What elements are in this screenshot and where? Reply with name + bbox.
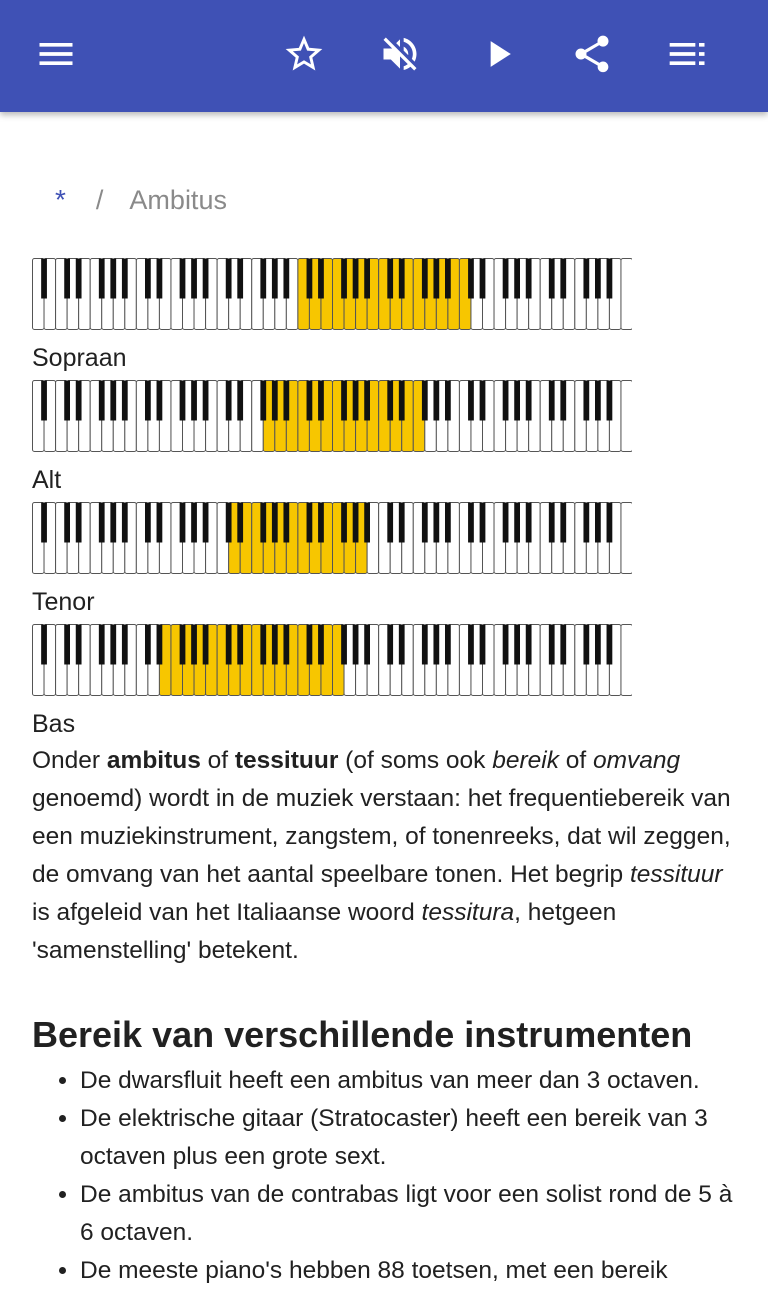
- piano-black-key: [422, 259, 428, 299]
- piano-black-key: [180, 381, 186, 421]
- piano-black-key: [237, 381, 243, 421]
- piano-black-key: [64, 625, 70, 665]
- piano-black-key: [526, 625, 532, 665]
- piano-black-key: [387, 503, 393, 543]
- piano-svg: [32, 258, 632, 330]
- piano-black-key: [341, 259, 347, 299]
- piano-black-key: [468, 503, 474, 543]
- menu-icon: [34, 32, 78, 81]
- keyboard-label-alt: Alt: [32, 466, 62, 494]
- piano-black-key: [607, 259, 613, 299]
- piano-black-key: [318, 259, 324, 299]
- piano-black-key: [445, 625, 451, 665]
- piano-black-key: [399, 259, 405, 299]
- piano-black-key: [433, 381, 439, 421]
- term-omvang: omvang: [593, 747, 681, 774]
- piano-black-key: [399, 381, 405, 421]
- piano-black-key: [237, 625, 243, 665]
- piano-black-key: [237, 503, 243, 543]
- breadcrumb-home-link[interactable]: *: [55, 184, 66, 215]
- piano-black-key: [503, 259, 509, 299]
- menu-button[interactable]: [28, 28, 84, 84]
- piano-black-key: [307, 381, 313, 421]
- word-tessituur: tessituur: [629, 861, 723, 888]
- intro-paragraph: Onder ambitus of tessituur (of soms ook bereik of omvang genoemd) wordt in de muziek verstaan: het frequentiebereik van een muziekinstrument, zangstem, of tonenreeks, dat wil zeggen, de omvang van het aantal speelbare tonen. Het begrip tessituur is afgeleid van het Italiaanse woord tessitura, hetgeen 'samenstelling' betekent.: [32, 747, 731, 964]
- volume-off-icon: [378, 32, 422, 81]
- piano-black-key: [180, 625, 186, 665]
- piano-black-key: [260, 259, 266, 299]
- piano-black-key: [283, 259, 289, 299]
- piano-white-key: [621, 259, 632, 330]
- piano-black-key: [180, 503, 186, 543]
- article-body: [32, 742, 742, 970]
- piano-black-key: [157, 259, 163, 299]
- piano-black-key: [122, 381, 128, 421]
- piano-black-key: [595, 381, 601, 421]
- piano-black-key: [226, 625, 232, 665]
- piano-black-key: [399, 625, 405, 665]
- piano-black-key: [157, 625, 163, 665]
- piano-black-key: [353, 503, 359, 543]
- piano-black-key: [387, 259, 393, 299]
- piano-black-key: [307, 503, 313, 543]
- piano-black-key: [260, 503, 266, 543]
- piano-black-key: [341, 625, 347, 665]
- list-item: • De ambitus van de contrabas ligt voor een solist rond de 5 à 6 octaven.: [80, 1176, 744, 1252]
- keyboard-bas: [32, 624, 632, 696]
- piano-black-key: [433, 625, 439, 665]
- mute-button[interactable]: [372, 28, 428, 84]
- piano-black-key: [41, 625, 47, 665]
- piano-black-key: [41, 259, 47, 299]
- piano-black-key: [191, 503, 197, 543]
- piano-black-key: [595, 503, 601, 543]
- piano-black-key: [583, 259, 589, 299]
- list-item: • De elektrische gitaar (Stratocaster) heeft een bereik van 3 octaven plus een grote sext.: [80, 1100, 744, 1176]
- piano-svg: [32, 380, 632, 452]
- piano-black-key: [399, 503, 405, 543]
- piano-black-key: [387, 625, 393, 665]
- piano-black-key: [341, 503, 347, 543]
- piano-black-key: [364, 381, 370, 421]
- list-item: • De meeste piano's hebben 88 toetsen, met een bereik: [80, 1252, 744, 1290]
- piano-black-key: [549, 259, 555, 299]
- piano-black-key: [583, 625, 589, 665]
- piano-black-key: [549, 381, 555, 421]
- share-icon: [570, 32, 614, 81]
- piano-black-key: [180, 259, 186, 299]
- list-item: • De dwarsfluit heeft een ambitus van meer dan 3 octaven.: [80, 1062, 744, 1100]
- piano-black-key: [191, 625, 197, 665]
- piano-black-key: [560, 625, 566, 665]
- keyboard-label-bas: Bas: [32, 710, 76, 738]
- keyboard-label-tenor: Tenor: [32, 588, 95, 616]
- piano-black-key: [387, 381, 393, 421]
- piano-black-key: [607, 625, 613, 665]
- piano-black-key: [341, 381, 347, 421]
- piano-black-key: [41, 381, 47, 421]
- piano-black-key: [76, 259, 82, 299]
- piano-black-key: [226, 381, 232, 421]
- piano-black-key: [283, 625, 289, 665]
- keyboard-tenor: [32, 502, 632, 574]
- piano-black-key: [526, 381, 532, 421]
- piano-black-key: [364, 625, 370, 665]
- breadcrumb-separator: /: [95, 184, 104, 215]
- piano-black-key: [549, 503, 555, 543]
- piano-black-key: [549, 625, 555, 665]
- piano-black-key: [422, 381, 428, 421]
- piano-black-key: [283, 503, 289, 543]
- piano-black-key: [110, 259, 116, 299]
- piano-black-key: [503, 625, 509, 665]
- share-button[interactable]: [564, 28, 620, 84]
- piano-black-key: [468, 259, 474, 299]
- piano-black-key: [226, 503, 232, 543]
- piano-black-key: [560, 503, 566, 543]
- favorite-button[interactable]: [276, 28, 332, 84]
- piano-black-key: [353, 625, 359, 665]
- piano-black-key: [203, 503, 209, 543]
- piano-black-key: [110, 503, 116, 543]
- piano-black-key: [122, 503, 128, 543]
- piano-black-key: [514, 381, 520, 421]
- piano-black-key: [237, 259, 243, 299]
- piano-black-key: [468, 381, 474, 421]
- play-icon: [476, 32, 520, 81]
- section-heading: Bereik van verschillende instrumenten: [32, 1014, 693, 1055]
- piano-black-key: [595, 625, 601, 665]
- piano-black-key: [307, 259, 313, 299]
- playlist-icon: [666, 32, 710, 81]
- piano-black-key: [203, 381, 209, 421]
- piano-svg: [32, 624, 632, 696]
- term-bereik: bereik: [492, 747, 559, 774]
- piano-black-key: [445, 259, 451, 299]
- piano-black-key: [64, 503, 70, 543]
- piano-black-key: [433, 503, 439, 543]
- piano-black-key: [283, 381, 289, 421]
- piano-black-key: [110, 625, 116, 665]
- piano-black-key: [272, 503, 278, 543]
- piano-black-key: [99, 625, 105, 665]
- piano-black-key: [99, 381, 105, 421]
- piano-black-key: [318, 381, 324, 421]
- piano-black-key: [445, 503, 451, 543]
- piano-black-key: [110, 381, 116, 421]
- piano-black-key: [64, 259, 70, 299]
- piano-white-key: [621, 503, 632, 574]
- piano-black-key: [480, 503, 486, 543]
- word-tessitura: tessitura: [421, 899, 515, 926]
- keyboard-sopraan: [32, 258, 632, 330]
- piano-black-key: [145, 381, 151, 421]
- piano-black-key: [353, 259, 359, 299]
- piano-black-key: [526, 259, 532, 299]
- term-ambitus: ambitus: [106, 747, 201, 774]
- piano-black-key: [364, 503, 370, 543]
- piano-black-key: [445, 381, 451, 421]
- piano-black-key: [145, 503, 151, 543]
- play-button[interactable]: [470, 28, 526, 84]
- piano-black-key: [353, 381, 359, 421]
- instrument-range-list: [32, 1062, 744, 1290]
- piano-black-key: [260, 381, 266, 421]
- piano-black-key: [318, 503, 324, 543]
- piano-black-key: [526, 503, 532, 543]
- piano-black-key: [191, 259, 197, 299]
- piano-black-key: [318, 625, 324, 665]
- piano-black-key: [99, 503, 105, 543]
- piano-black-key: [422, 503, 428, 543]
- piano-black-key: [514, 625, 520, 665]
- keyboard-label-sopraan: Sopraan: [32, 344, 127, 372]
- piano-black-key: [514, 503, 520, 543]
- piano-black-key: [272, 381, 278, 421]
- piano-black-key: [503, 503, 509, 543]
- piano-white-key: [621, 625, 632, 696]
- piano-black-key: [76, 503, 82, 543]
- piano-black-key: [503, 381, 509, 421]
- piano-black-key: [514, 259, 520, 299]
- piano-black-key: [145, 259, 151, 299]
- piano-black-key: [433, 259, 439, 299]
- piano-black-key: [203, 625, 209, 665]
- piano-black-key: [122, 625, 128, 665]
- piano-black-key: [480, 381, 486, 421]
- piano-black-key: [99, 259, 105, 299]
- piano-black-key: [145, 625, 151, 665]
- piano-black-key: [76, 381, 82, 421]
- piano-black-key: [307, 625, 313, 665]
- piano-black-key: [76, 625, 82, 665]
- piano-black-key: [560, 259, 566, 299]
- piano-black-key: [422, 625, 428, 665]
- piano-black-key: [480, 259, 486, 299]
- star-icon: [282, 32, 326, 81]
- piano-black-key: [122, 259, 128, 299]
- piano-black-key: [41, 503, 47, 543]
- more-menu-button[interactable]: [660, 28, 716, 84]
- term-tessituur: tessituur: [234, 747, 339, 774]
- piano-black-key: [260, 625, 266, 665]
- piano-black-key: [468, 625, 474, 665]
- piano-black-key: [364, 259, 370, 299]
- piano-black-key: [226, 259, 232, 299]
- breadcrumb: [55, 180, 227, 220]
- piano-svg: [32, 502, 632, 574]
- piano-black-key: [64, 381, 70, 421]
- piano-black-key: [203, 259, 209, 299]
- piano-black-key: [272, 259, 278, 299]
- keyboard-alt: [32, 380, 632, 452]
- breadcrumb-current: Ambitus: [129, 184, 227, 215]
- piano-black-key: [583, 503, 589, 543]
- piano-white-key: [621, 381, 632, 452]
- piano-black-key: [583, 381, 589, 421]
- piano-black-key: [607, 503, 613, 543]
- piano-black-key: [191, 381, 197, 421]
- piano-black-key: [595, 259, 601, 299]
- piano-black-key: [272, 625, 278, 665]
- piano-black-key: [607, 381, 613, 421]
- piano-black-key: [157, 381, 163, 421]
- piano-black-key: [560, 381, 566, 421]
- piano-black-key: [480, 625, 486, 665]
- piano-black-key: [157, 503, 163, 543]
- app-bar: [0, 0, 768, 112]
